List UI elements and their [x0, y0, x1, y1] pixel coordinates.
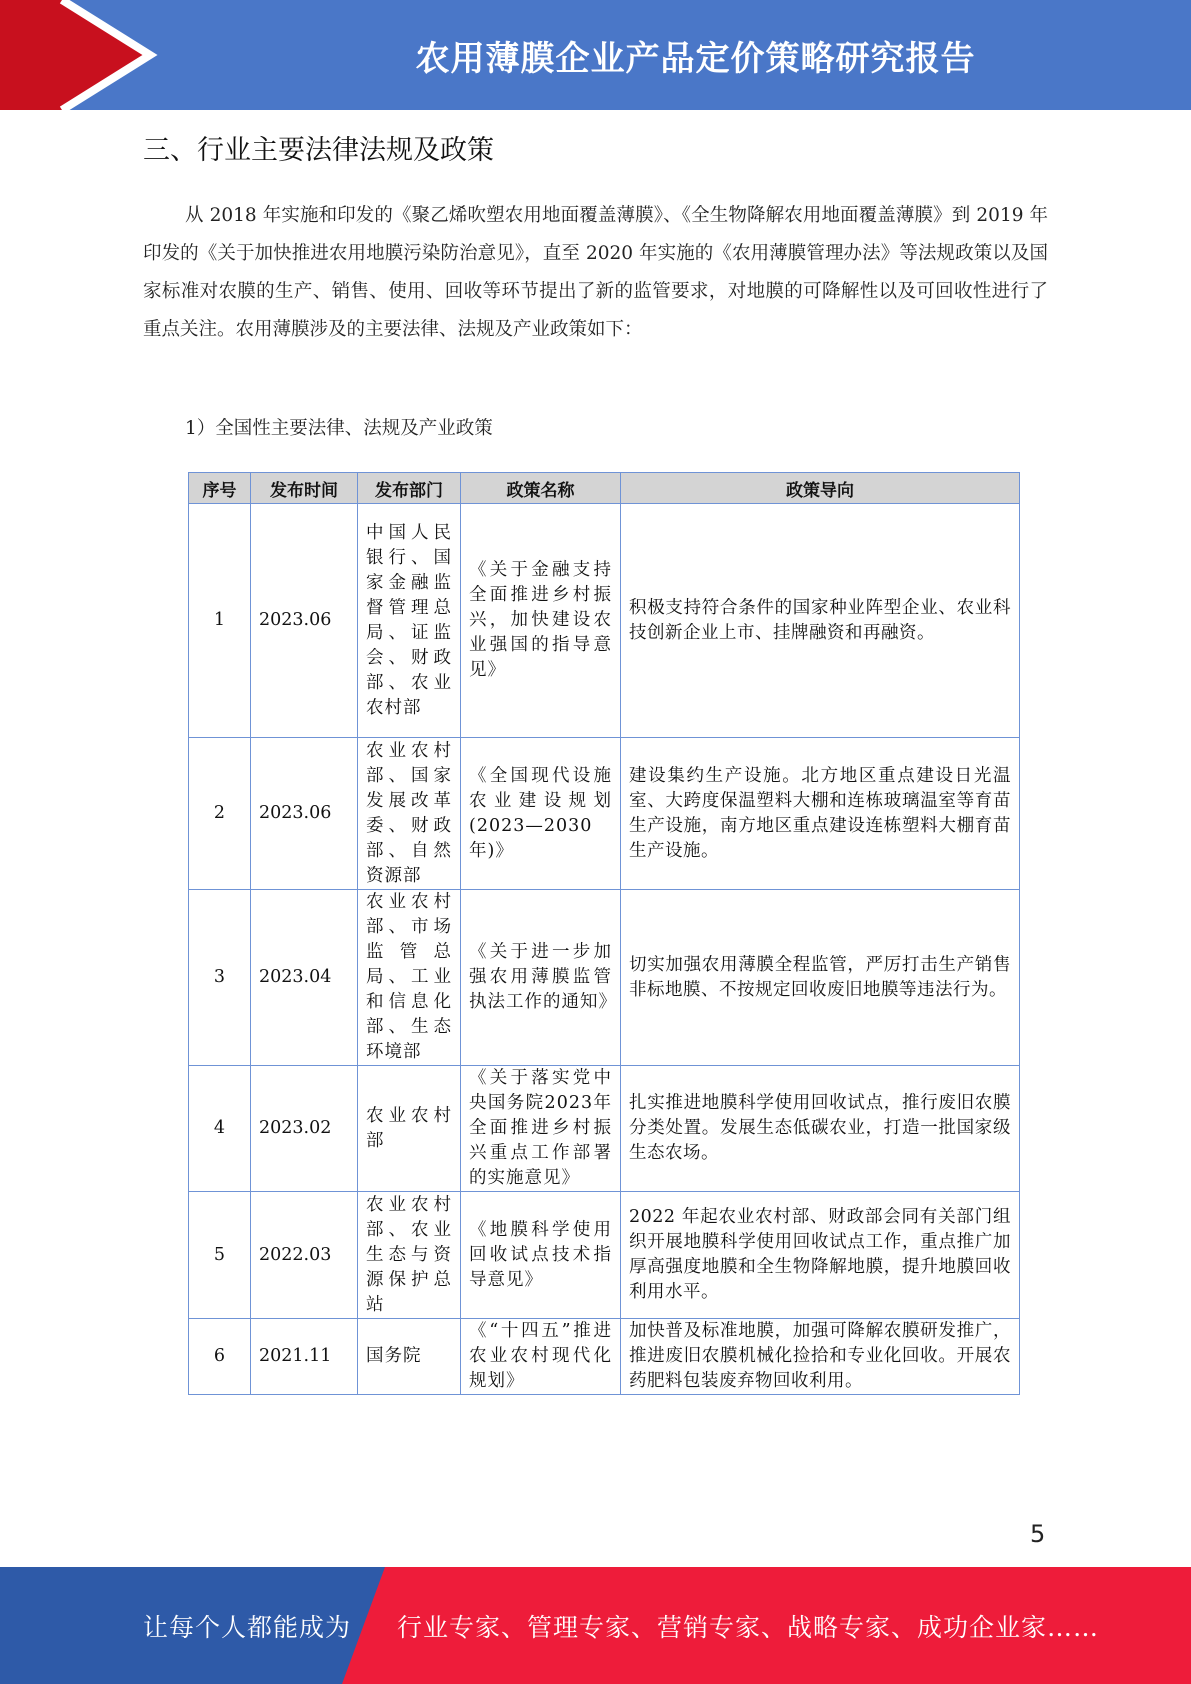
cell-date: 2023.04 [251, 890, 358, 1066]
page-number: 5 [1030, 1520, 1046, 1548]
table-row [189, 504, 1020, 738]
cell-policy-name: 《地膜科学使用回收试点技术指导意见》 [461, 1192, 621, 1319]
header-arrow-icon [0, 0, 170, 110]
cell-date: 2023.02 [251, 1066, 358, 1192]
cell-no: 5 [189, 1192, 251, 1319]
header-name: 政策名称 [461, 473, 621, 504]
section-heading: 三、行业主要法律法规及政策 [143, 135, 494, 166]
cell-policy-name: 《关于金融支持全面推进乡村振兴，加快建设农业强国的指导意见》 [461, 504, 621, 738]
table-row [189, 1319, 1020, 1395]
cell-dept: 农业农村部、农业生态与资源保护总站 [358, 1192, 461, 1319]
table-row [189, 1066, 1020, 1192]
cell-no: 2 [189, 738, 251, 890]
footer-band [0, 1567, 1191, 1684]
cell-policy-name: 《全国现代设施农业建设规划(2023—2030 年)》 [461, 738, 621, 890]
cell-date: 2021.11 [251, 1319, 358, 1395]
footer-slogan-left: 让每个人都能成为 [143, 1612, 352, 1642]
header-no: 序号 [189, 473, 251, 504]
cell-dept: 国务院 [358, 1319, 461, 1395]
table-row [189, 738, 1020, 890]
header-date: 发布时间 [251, 473, 358, 504]
table-row [189, 1192, 1020, 1319]
cell-guide: 2022 年起农业农村部、财政部会同有关部门组织开展地膜科学使用回收试点工作，重点推广加厚高强度地膜和全生物降解地膜，提升地膜回收利用水平。 [621, 1192, 1020, 1319]
table-subheading: 1）全国性主要法律、法规及产业政策 [185, 418, 493, 439]
cell-date: 2023.06 [251, 504, 358, 738]
cell-guide: 积极支持符合条件的国家种业阵型企业、农业科技创新企业上市、挂牌融资和再融资。 [621, 504, 1020, 738]
policy-table [188, 472, 1020, 1395]
cell-guide: 加快普及标准地膜，加强可降解农膜研发推广，推进废旧农膜机械化捡拾和专业化回收。开展农药肥料包装废弃物回收利用。 [621, 1319, 1020, 1395]
cell-policy-name: 《关于落实党中央国务院2023年全面推进乡村振兴重点工作部署的实施意见》 [461, 1066, 621, 1192]
cell-no: 4 [189, 1066, 251, 1192]
cell-no: 6 [189, 1319, 251, 1395]
cell-guide: 切实加强农用薄膜全程监管，严厉打击生产销售非标地膜、不按规定回收废旧地膜等违法行为。 [621, 890, 1020, 1066]
cell-dept: 农业农村部、市场监管总局、工业和信息化部、生态环境部 [358, 890, 461, 1066]
document-title: 农用薄膜企业产品定价策略研究报告 [415, 38, 976, 79]
header-band [0, 0, 1191, 110]
cell-dept: 中国人民银行、国家金融监督管理总局、证监会、财政部、农业农村部 [358, 504, 461, 738]
cell-policy-name: 《关于进一步加强农用薄膜监管执法工作的通知》 [461, 890, 621, 1066]
header-guide: 政策导向 [621, 473, 1020, 504]
footer-slogan-right: 行业专家、管理专家、营销专家、战略专家、成功企业家…… [397, 1612, 1100, 1642]
cell-guide: 扎实推进地膜科学使用回收试点，推行废旧农膜分类处置。发展生态低碳农业，打造一批国家级生态农场。 [621, 1066, 1020, 1192]
cell-dept: 农业农村部 [358, 1066, 461, 1192]
table-row [189, 890, 1020, 1066]
cell-no: 3 [189, 890, 251, 1066]
intro-paragraph: 从 2018 年实施和印发的《聚乙烯吹塑农用地面覆盖薄膜》、《全生物降解农用地面覆盖薄膜》到 2019 年印发的《关于加快推进农用地膜污染防治意见》，直至 2020 年实施的《农用薄膜管理办法》等法规政策以及国家标准对农膜的生产、销售、使用、回收等环节提出了新的监管要求，对地膜的可降解性以及可回收性进行了重点关注。农用薄膜涉及的主要法律、法规及产业政策如下： [143, 205, 1048, 340]
cell-date: 2022.03 [251, 1192, 358, 1319]
cell-guide: 建设集约生产设施。北方地区重点建设日光温室、大跨度保温塑料大棚和连栋玻璃温室等育苗生产设施，南方地区重点建设连栋塑料大棚育苗生产设施。 [621, 738, 1020, 890]
cell-date: 2023.06 [251, 738, 358, 890]
header-dept: 发布部门 [358, 473, 461, 504]
cell-dept: 农业农村部、国家发展改革委、财政部、自然资源部 [358, 738, 461, 890]
cell-no: 1 [189, 504, 251, 738]
table-header-row [189, 473, 1020, 504]
cell-policy-name: 《“十四五”推进农业农村现代化规划》 [461, 1319, 621, 1395]
